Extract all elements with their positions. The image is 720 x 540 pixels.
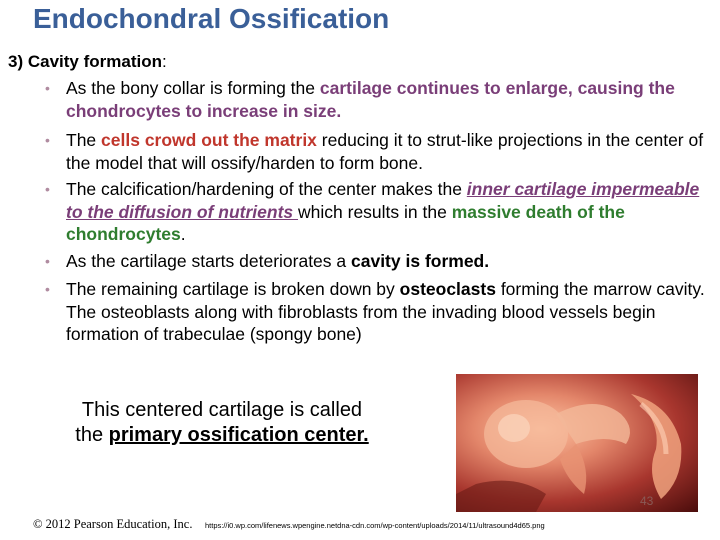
bullet-text: The xyxy=(66,130,102,150)
bullet-item xyxy=(45,77,716,122)
bullet-dot-icon: • xyxy=(45,181,50,197)
bullet-emphasis: cells crowd out the matrix xyxy=(101,130,317,150)
bullet-text: which results in the xyxy=(298,201,452,222)
bullet-text: reducing it to strut-like projections in the center of the model that will ossify/harden to form bone. xyxy=(66,130,704,173)
bullet-text: The remaining cartilage is broken down by xyxy=(66,279,400,299)
bullet-dot-icon: • xyxy=(45,253,50,269)
bullet-text: As the cartilage starts deteriorates a xyxy=(66,251,351,271)
image-source-url: https://i0.wp.com/lifenews.wpengine.netdna-cdn.com/wp-content/uploads/2014/11/ultrasound4d65.png xyxy=(205,521,545,530)
bullet-emphasis: cartilage impermeable to the diffusion of nutrients xyxy=(66,179,700,222)
bullet-item xyxy=(45,178,716,246)
bullet-emphasis: cavity is formed. xyxy=(351,251,490,271)
caption-line xyxy=(30,423,414,448)
ultrasound-photo xyxy=(456,374,698,512)
bullet-text: As the bony collar is forming the xyxy=(66,78,320,98)
slide-title: Endochondral Ossification xyxy=(33,3,390,34)
caption-prefix: the xyxy=(75,424,109,446)
page-number: 43 xyxy=(640,494,654,508)
bullet-item xyxy=(45,250,716,273)
bullet-text: The calcification/hardening of the center makes the xyxy=(66,179,467,199)
bullet-dot-icon: • xyxy=(45,281,50,297)
bullet-emphasis: cartilage continues to enlarge, causing the chondrocytes to increase in size. xyxy=(66,78,675,121)
section-heading xyxy=(8,52,167,72)
bullet-item xyxy=(45,278,716,346)
bullet-text: . xyxy=(180,224,186,244)
copyright-text: © 2012 Pearson Education, Inc. xyxy=(33,517,193,531)
ultrasound-image-icon xyxy=(456,374,698,512)
section-heading-colon: : xyxy=(161,52,167,71)
bullet-item xyxy=(45,129,716,174)
bullet-emphasis: inner xyxy=(466,179,510,199)
bullet-dot-icon: • xyxy=(45,80,50,96)
bullet-emphasis: massive death of the chondrocytes xyxy=(66,201,625,244)
caption xyxy=(30,398,414,448)
bullet-text: forming the marrow cavity. The osteoblasts along with fibroblasts from the invading blood vessels begin formation of trabeculae (spongy bone) xyxy=(66,279,705,344)
caption-line: This centered cartilage is called xyxy=(81,399,363,421)
bullet-dot-icon: • xyxy=(45,132,50,148)
bullet-emphasis: osteoclasts xyxy=(399,279,496,299)
section-heading-text: 3) Cavity formation xyxy=(8,52,162,71)
caption-emphasis: primary ossification center. xyxy=(108,424,369,446)
